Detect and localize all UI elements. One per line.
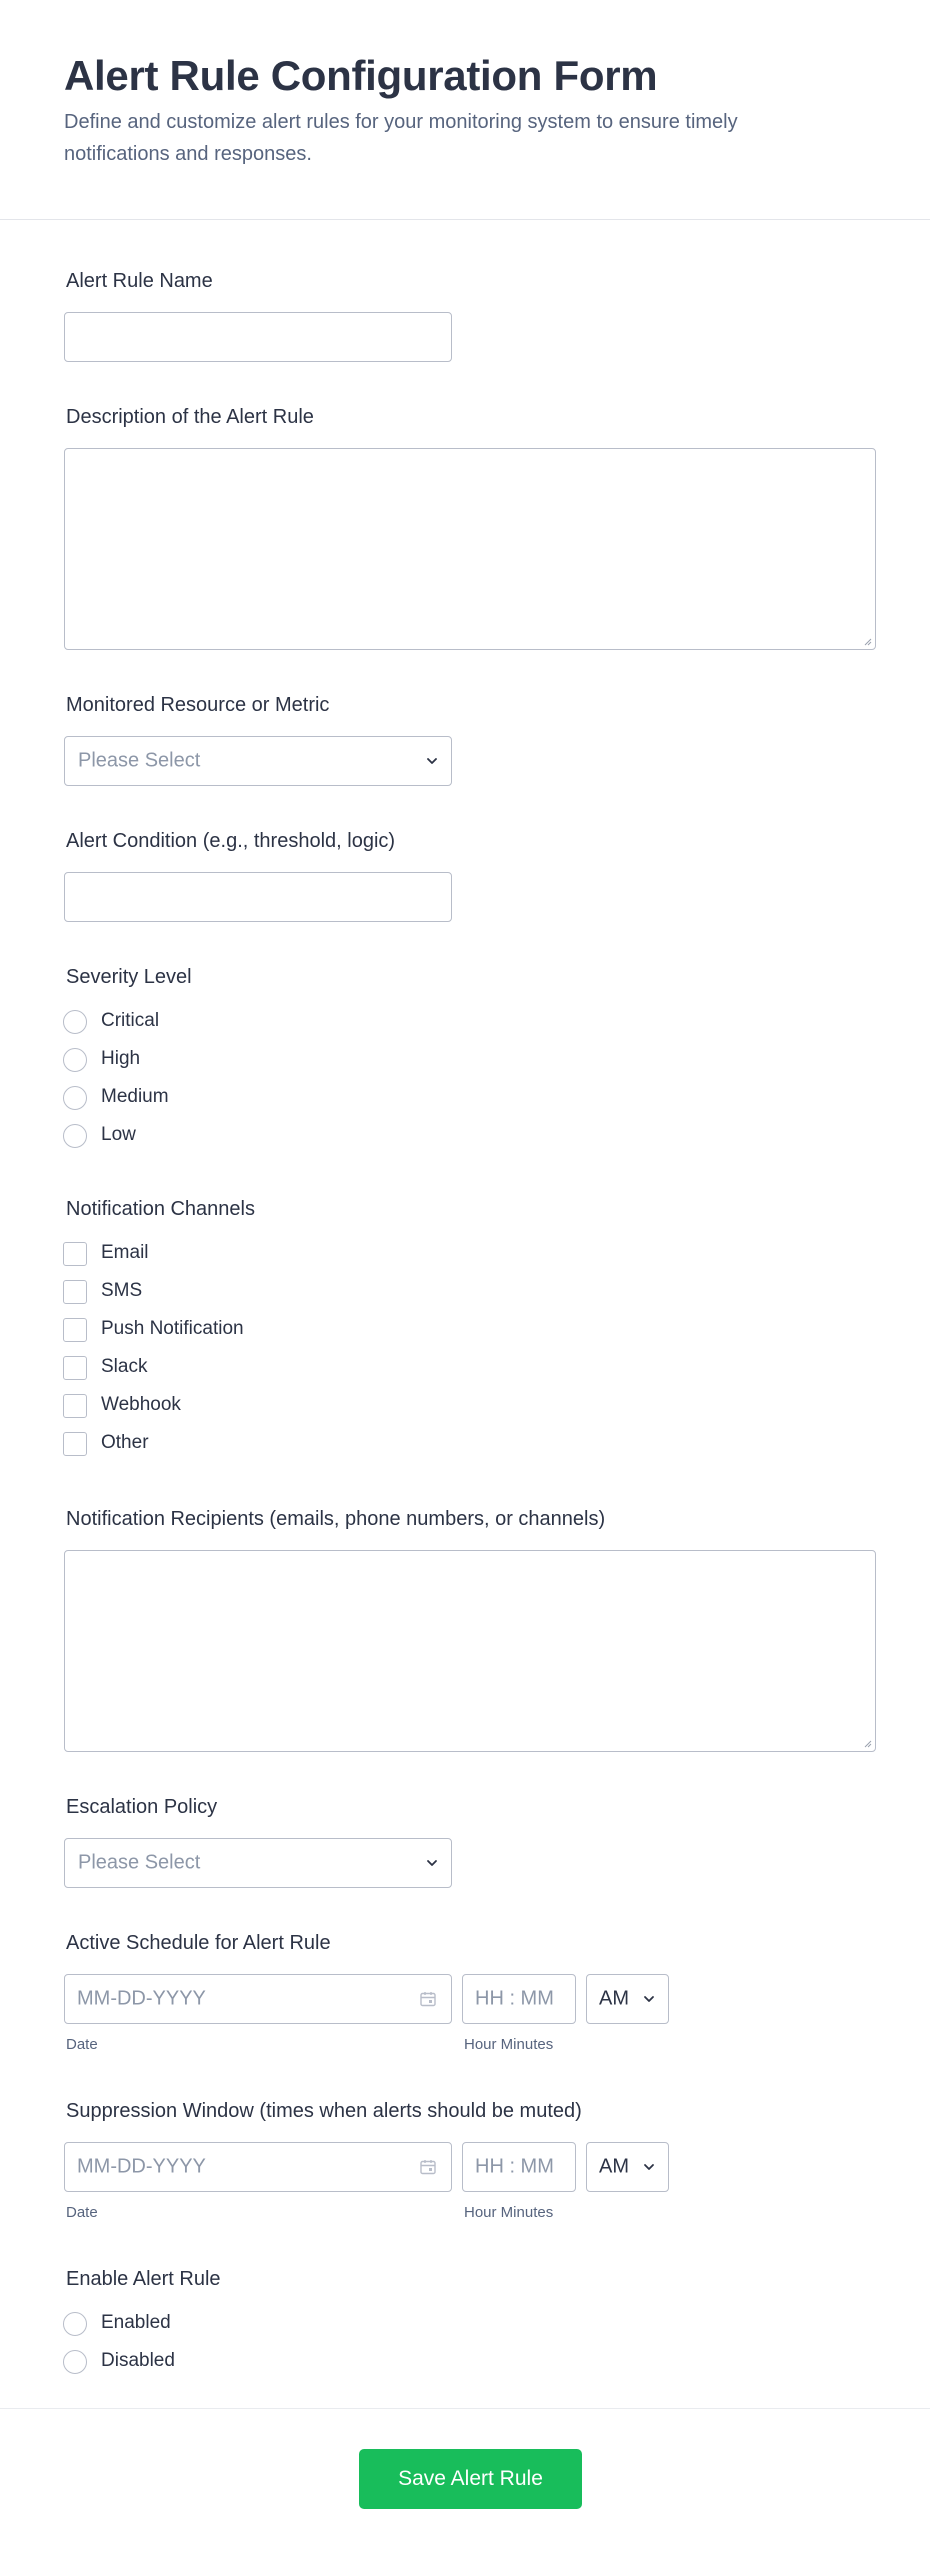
option-label: Enabled — [101, 2312, 171, 2333]
alert-condition-label: Alert Condition (e.g., threshold, logic) — [66, 830, 396, 852]
date-sublabel: Date — [66, 2204, 98, 2221]
time-sublabel: Hour Minutes — [464, 2036, 554, 2053]
date-placeholder: MM-DD-YYYY — [77, 1987, 206, 2010]
escalation-placeholder: Please Select — [78, 1851, 201, 1874]
radio-button[interactable] — [63, 1086, 87, 1110]
radio-button[interactable] — [63, 1124, 87, 1148]
option-label: Slack — [101, 1356, 148, 1377]
form-description: Define and customize alert rules for your monitoring system to ensure timely notifications and responses. — [64, 111, 738, 165]
time-placeholder: HH : MM — [475, 2155, 554, 2178]
radio-button[interactable] — [63, 1048, 87, 1072]
suppression-date-input[interactable] — [64, 2142, 452, 2192]
option-label: Email — [101, 1242, 149, 1263]
resize-handle-icon[interactable] — [862, 636, 872, 646]
form-title: Alert Rule Configuration Form — [64, 52, 658, 99]
time-sublabel: Hour Minutes — [464, 2204, 554, 2221]
option-label: Push Notification — [101, 1318, 244, 1339]
option-label: SMS — [101, 1280, 143, 1301]
chevron-down-icon — [425, 754, 439, 768]
checkbox[interactable] — [63, 1318, 87, 1342]
option-label: Medium — [101, 1086, 169, 1107]
channels-label: Notification Channels — [66, 1198, 255, 1220]
monitored-resource-placeholder: Please Select — [78, 749, 201, 772]
checkbox[interactable] — [63, 1394, 87, 1418]
escalation-select[interactable] — [64, 1838, 452, 1888]
recipients-textarea[interactable] — [64, 1550, 876, 1752]
alert-condition-input[interactable] — [64, 872, 452, 922]
monitored-resource-select[interactable] — [64, 736, 452, 786]
form-footer — [0, 2408, 930, 2558]
date-sublabel: Date — [66, 2036, 98, 2053]
suppression-ampm-select[interactable] — [586, 2142, 669, 2192]
chevron-down-icon — [642, 1992, 656, 2006]
active-schedule-time-input[interactable] — [462, 1974, 576, 2024]
rule-name-label: Alert Rule Name — [66, 270, 213, 292]
time-placeholder: HH : MM — [475, 1987, 554, 2010]
calendar-icon[interactable] — [419, 2158, 437, 2176]
form-header — [0, 0, 930, 220]
chevron-down-icon — [425, 1856, 439, 1870]
recipients-label: Notification Recipients (emails, phone numbers, or channels) — [66, 1508, 606, 1530]
severity-label: Severity Level — [66, 966, 192, 988]
suppression-label: Suppression Window (times when alerts should be muted) — [66, 2100, 582, 2122]
rule-description-textarea[interactable] — [64, 448, 876, 650]
active-schedule-ampm-select[interactable] — [586, 1974, 669, 2024]
active-schedule-label: Active Schedule for Alert Rule — [66, 1932, 331, 1954]
escalation-label: Escalation Policy — [66, 1796, 218, 1818]
checkbox[interactable] — [63, 1432, 87, 1456]
option-label: Critical — [101, 1010, 160, 1031]
date-placeholder: MM-DD-YYYY — [77, 2155, 206, 2178]
option-label: Other — [101, 1432, 149, 1453]
option-label: Webhook — [101, 1394, 181, 1415]
save-alert-rule-button[interactable]: Save Alert Rule — [359, 2449, 582, 2509]
suppression-time-input[interactable] — [462, 2142, 576, 2192]
radio-button[interactable] — [63, 1010, 87, 1034]
rule-name-input[interactable] — [64, 312, 452, 362]
rule-description-label: Description of the Alert Rule — [66, 406, 314, 428]
chevron-down-icon — [642, 2160, 656, 2174]
resize-handle-icon[interactable] — [862, 1738, 872, 1748]
active-schedule-date-input[interactable] — [64, 1974, 452, 2024]
option-label: High — [101, 1048, 141, 1069]
checkbox[interactable] — [63, 1280, 87, 1304]
radio-button[interactable] — [63, 2350, 87, 2374]
option-label: Disabled — [101, 2350, 175, 2371]
checkbox[interactable] — [63, 1242, 87, 1266]
ampm-value: AM — [599, 2155, 629, 2178]
radio-button[interactable] — [63, 2312, 87, 2336]
calendar-icon[interactable] — [419, 1990, 437, 2008]
ampm-value: AM — [599, 1987, 629, 2010]
option-label: Low — [101, 1124, 136, 1145]
checkbox[interactable] — [63, 1356, 87, 1380]
monitored-resource-label: Monitored Resource or Metric — [66, 694, 330, 716]
enable-label: Enable Alert Rule — [66, 2268, 221, 2290]
